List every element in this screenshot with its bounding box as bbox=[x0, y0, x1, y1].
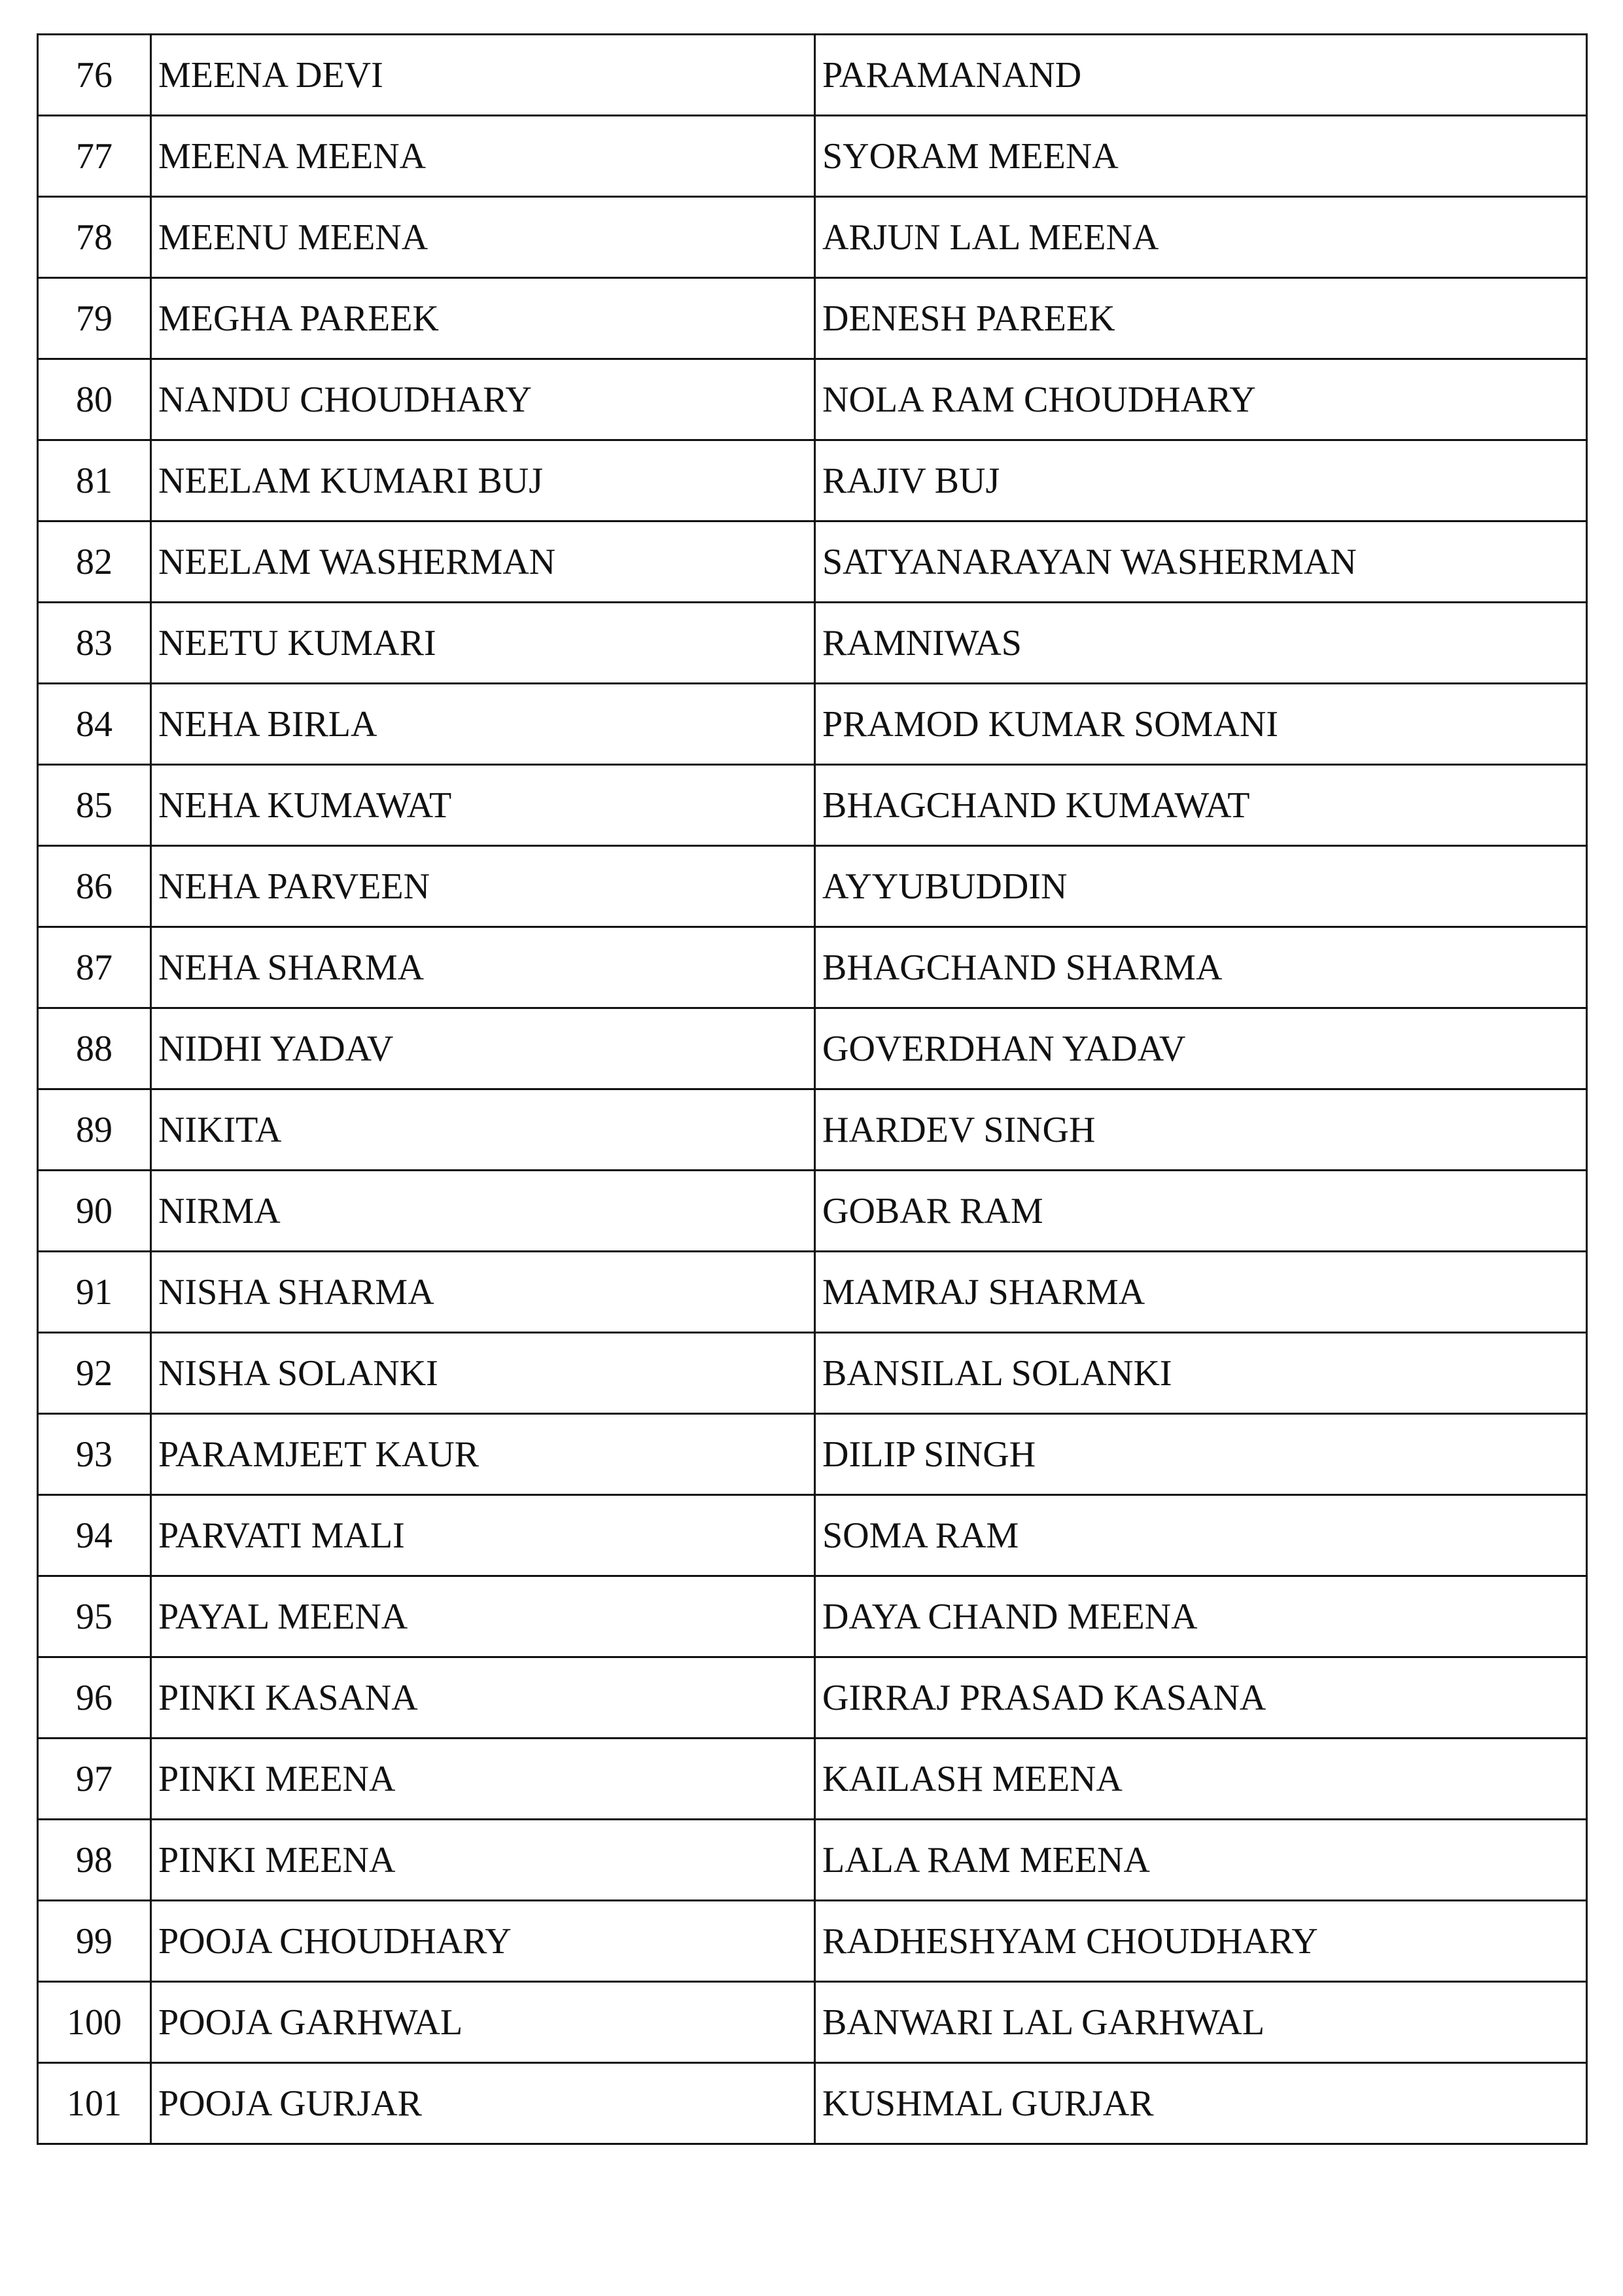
serial-number-cell: 98 bbox=[38, 1820, 151, 1901]
father-name-cell: SATYANARAYAN WASHERMAN bbox=[815, 521, 1587, 603]
table-row bbox=[38, 35, 1587, 116]
father-name-cell: SYORAM MEENA bbox=[815, 116, 1587, 197]
student-name-cell: POOJA GARHWAL bbox=[151, 1982, 815, 2063]
student-name-cell: PAYAL MEENA bbox=[151, 1576, 815, 1657]
serial-number-cell: 87 bbox=[38, 927, 151, 1008]
serial-number-cell: 94 bbox=[38, 1495, 151, 1576]
table-row bbox=[38, 1089, 1587, 1171]
serial-number-cell: 93 bbox=[38, 1414, 151, 1495]
table-row bbox=[38, 197, 1587, 278]
table-row bbox=[38, 1657, 1587, 1739]
father-name-cell: ARJUN LAL MEENA bbox=[815, 197, 1587, 278]
serial-number-cell: 81 bbox=[38, 440, 151, 521]
table-row bbox=[38, 846, 1587, 927]
serial-number-cell: 92 bbox=[38, 1333, 151, 1414]
serial-number-cell: 96 bbox=[38, 1657, 151, 1739]
table-row bbox=[38, 1495, 1587, 1576]
table-row bbox=[38, 1414, 1587, 1495]
student-list-table bbox=[37, 33, 1588, 2145]
serial-number-cell: 90 bbox=[38, 1171, 151, 1252]
table-row bbox=[38, 1982, 1587, 2063]
serial-number-cell: 82 bbox=[38, 521, 151, 603]
table-row bbox=[38, 927, 1587, 1008]
father-name-cell: SOMA RAM bbox=[815, 1495, 1587, 1576]
father-name-cell: GIRRAJ PRASAD KASANA bbox=[815, 1657, 1587, 1739]
father-name-cell: BHAGCHAND KUMAWAT bbox=[815, 765, 1587, 846]
student-name-cell: NEHA KUMAWAT bbox=[151, 765, 815, 846]
student-name-cell: PINKI MEENA bbox=[151, 1820, 815, 1901]
serial-number-cell: 101 bbox=[38, 2063, 151, 2144]
table-body bbox=[38, 35, 1587, 2144]
serial-number-cell: 88 bbox=[38, 1008, 151, 1089]
student-name-cell: NANDU CHOUDHARY bbox=[151, 359, 815, 440]
table-row bbox=[38, 1820, 1587, 1901]
student-name-cell: NEELAM KUMARI BUJ bbox=[151, 440, 815, 521]
student-name-cell: NIKITA bbox=[151, 1089, 815, 1171]
father-name-cell: MAMRAJ SHARMA bbox=[815, 1252, 1587, 1333]
serial-number-cell: 89 bbox=[38, 1089, 151, 1171]
table-row bbox=[38, 765, 1587, 846]
father-name-cell: GOVERDHAN YADAV bbox=[815, 1008, 1587, 1089]
father-name-cell: HARDEV SINGH bbox=[815, 1089, 1587, 1171]
table-row bbox=[38, 2063, 1587, 2144]
serial-number-cell: 86 bbox=[38, 846, 151, 927]
document-page bbox=[37, 33, 1586, 2145]
serial-number-cell: 99 bbox=[38, 1901, 151, 1982]
table-row bbox=[38, 1171, 1587, 1252]
father-name-cell: BHAGCHAND SHARMA bbox=[815, 927, 1587, 1008]
student-name-cell: PINKI MEENA bbox=[151, 1739, 815, 1820]
student-name-cell: NEELAM WASHERMAN bbox=[151, 521, 815, 603]
student-name-cell: MEENU MEENA bbox=[151, 197, 815, 278]
student-name-cell: NIDHI YADAV bbox=[151, 1008, 815, 1089]
table-row bbox=[38, 359, 1587, 440]
serial-number-cell: 76 bbox=[38, 35, 151, 116]
father-name-cell: KUSHMAL GURJAR bbox=[815, 2063, 1587, 2144]
father-name-cell: DENESH PAREEK bbox=[815, 278, 1587, 359]
father-name-cell: LALA RAM MEENA bbox=[815, 1820, 1587, 1901]
student-name-cell: PINKI KASANA bbox=[151, 1657, 815, 1739]
father-name-cell: AYYUBUDDIN bbox=[815, 846, 1587, 927]
table-row bbox=[38, 1008, 1587, 1089]
student-name-cell: NIRMA bbox=[151, 1171, 815, 1252]
table-row bbox=[38, 684, 1587, 765]
serial-number-cell: 95 bbox=[38, 1576, 151, 1657]
serial-number-cell: 84 bbox=[38, 684, 151, 765]
table-row bbox=[38, 1333, 1587, 1414]
father-name-cell: BANSILAL SOLANKI bbox=[815, 1333, 1587, 1414]
table-row bbox=[38, 1252, 1587, 1333]
student-name-cell: NEHA SHARMA bbox=[151, 927, 815, 1008]
father-name-cell: DILIP SINGH bbox=[815, 1414, 1587, 1495]
serial-number-cell: 100 bbox=[38, 1982, 151, 2063]
table-row bbox=[38, 603, 1587, 684]
serial-number-cell: 77 bbox=[38, 116, 151, 197]
table-row bbox=[38, 440, 1587, 521]
student-name-cell: PARAMJEET KAUR bbox=[151, 1414, 815, 1495]
student-name-cell: MEENA MEENA bbox=[151, 116, 815, 197]
table-row bbox=[38, 1739, 1587, 1820]
father-name-cell: PRAMOD KUMAR SOMANI bbox=[815, 684, 1587, 765]
serial-number-cell: 85 bbox=[38, 765, 151, 846]
father-name-cell: RAJIV BUJ bbox=[815, 440, 1587, 521]
serial-number-cell: 91 bbox=[38, 1252, 151, 1333]
father-name-cell: DAYA CHAND MEENA bbox=[815, 1576, 1587, 1657]
father-name-cell: BANWARI LAL GARHWAL bbox=[815, 1982, 1587, 2063]
serial-number-cell: 78 bbox=[38, 197, 151, 278]
table-row bbox=[38, 1576, 1587, 1657]
student-name-cell: POOJA GURJAR bbox=[151, 2063, 815, 2144]
student-name-cell: MEENA DEVI bbox=[151, 35, 815, 116]
student-name-cell: NEETU KUMARI bbox=[151, 603, 815, 684]
student-name-cell: NISHA SOLANKI bbox=[151, 1333, 815, 1414]
table-row bbox=[38, 1901, 1587, 1982]
serial-number-cell: 80 bbox=[38, 359, 151, 440]
father-name-cell: GOBAR RAM bbox=[815, 1171, 1587, 1252]
student-name-cell: MEGHA PAREEK bbox=[151, 278, 815, 359]
father-name-cell: PARAMANAND bbox=[815, 35, 1587, 116]
father-name-cell: NOLA RAM CHOUDHARY bbox=[815, 359, 1587, 440]
father-name-cell: RAMNIWAS bbox=[815, 603, 1587, 684]
serial-number-cell: 83 bbox=[38, 603, 151, 684]
father-name-cell: RADHESHYAM CHOUDHARY bbox=[815, 1901, 1587, 1982]
table-row bbox=[38, 521, 1587, 603]
father-name-cell: KAILASH MEENA bbox=[815, 1739, 1587, 1820]
student-name-cell: NEHA BIRLA bbox=[151, 684, 815, 765]
student-name-cell: PARVATI MALI bbox=[151, 1495, 815, 1576]
student-name-cell: NISHA SHARMA bbox=[151, 1252, 815, 1333]
student-name-cell: POOJA CHOUDHARY bbox=[151, 1901, 815, 1982]
table-row bbox=[38, 116, 1587, 197]
table-row bbox=[38, 278, 1587, 359]
serial-number-cell: 79 bbox=[38, 278, 151, 359]
serial-number-cell: 97 bbox=[38, 1739, 151, 1820]
student-name-cell: NEHA PARVEEN bbox=[151, 846, 815, 927]
